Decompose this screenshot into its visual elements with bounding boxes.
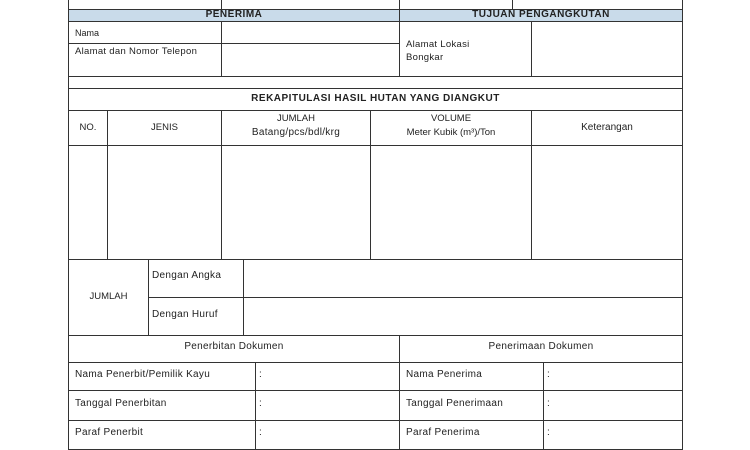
rekap-col-jumlah-title: JUMLAH	[276, 113, 315, 124]
line-section-bottom	[68, 76, 683, 77]
line-header-bottom	[68, 21, 683, 22]
line-jumlah-bottom	[68, 335, 683, 336]
rekap-col-jenis: JENIS	[151, 122, 178, 133]
rekap-title: REKAPITULASI HASIL HUTAN YANG DIANGKUT	[251, 93, 500, 104]
penerbitan-nama-label: Nama Penerbit/Pemilik Kayu	[75, 369, 211, 380]
tujuan-header: TUJUAN PENGANGKUTAN	[472, 9, 610, 20]
top-row-divider-1	[221, 0, 222, 9]
line-rekap-title-top	[68, 88, 683, 89]
penerimaan-tanggal-label: Tanggal Penerimaan	[406, 398, 504, 409]
line-nama-bottom	[68, 43, 400, 44]
penerbitan-header: Penerbitan Dokumen	[184, 341, 284, 352]
jumlah-label: JUMLAH	[89, 291, 128, 302]
jumlah-dengan-angka: Dengan Angka	[152, 270, 222, 281]
tujuan-alamat-label: Alamat Lokasi Bongkar	[406, 39, 470, 63]
table-border-right	[682, 0, 683, 450]
penerimaan-header: Penerimaan Dokumen	[488, 341, 594, 352]
penerbitan-tanggal-colon: :	[259, 398, 262, 409]
table-border-left	[68, 0, 69, 450]
rekap-col-no: NO.	[79, 122, 97, 133]
line-rekap-title-bottom	[68, 110, 683, 111]
tujuan-value-divider	[531, 21, 532, 76]
jumlah-dengan-huruf: Dengan Huruf	[152, 309, 218, 320]
penerima-alamat-label: Alamat dan Nomor Telepon	[75, 46, 198, 57]
penerimaan-colon-divider	[543, 362, 544, 450]
penerimaan-tanggal-colon: :	[547, 398, 550, 409]
penerbitan-tanggal-label: Tanggal Penerbitan	[75, 398, 167, 409]
line-rekap-header-bottom	[68, 145, 683, 146]
rekap-col-volume-title: VOLUME	[430, 113, 472, 124]
penerima-value-divider	[221, 21, 222, 76]
penerbitan-paraf-colon: :	[259, 427, 262, 438]
rekap-col-keterangan: Keterangan	[581, 122, 633, 133]
penerbitan-colon-divider	[255, 362, 256, 450]
line-dokumen-row-1	[68, 390, 683, 391]
top-row-divider-3	[512, 0, 513, 9]
penerimaan-paraf-label: Paraf Penerima	[406, 427, 480, 438]
rekap-col-volume-unit: Meter Kubik (m³)/Ton	[406, 127, 496, 138]
line-dokumen-row-2	[68, 420, 683, 421]
line-dokumen-header-bottom	[68, 362, 683, 363]
top-row-divider-2	[399, 0, 400, 9]
penerbitan-nama-colon: :	[259, 369, 262, 380]
line-jumlah-middle	[148, 297, 683, 298]
penerimaan-paraf-colon: :	[547, 427, 550, 438]
penerimaan-nama-label: Nama Penerima	[406, 369, 483, 380]
line-rekap-body-bottom	[68, 259, 683, 260]
penerbitan-paraf-label: Paraf Penerbit	[75, 427, 144, 438]
rekap-col-jumlah-unit: Batang/pcs/bdl/krg	[251, 127, 341, 138]
penerimaan-nama-colon: :	[547, 369, 550, 380]
penerima-header: PENERIMA	[205, 9, 263, 20]
penerima-nama-label: Nama	[75, 28, 100, 38]
